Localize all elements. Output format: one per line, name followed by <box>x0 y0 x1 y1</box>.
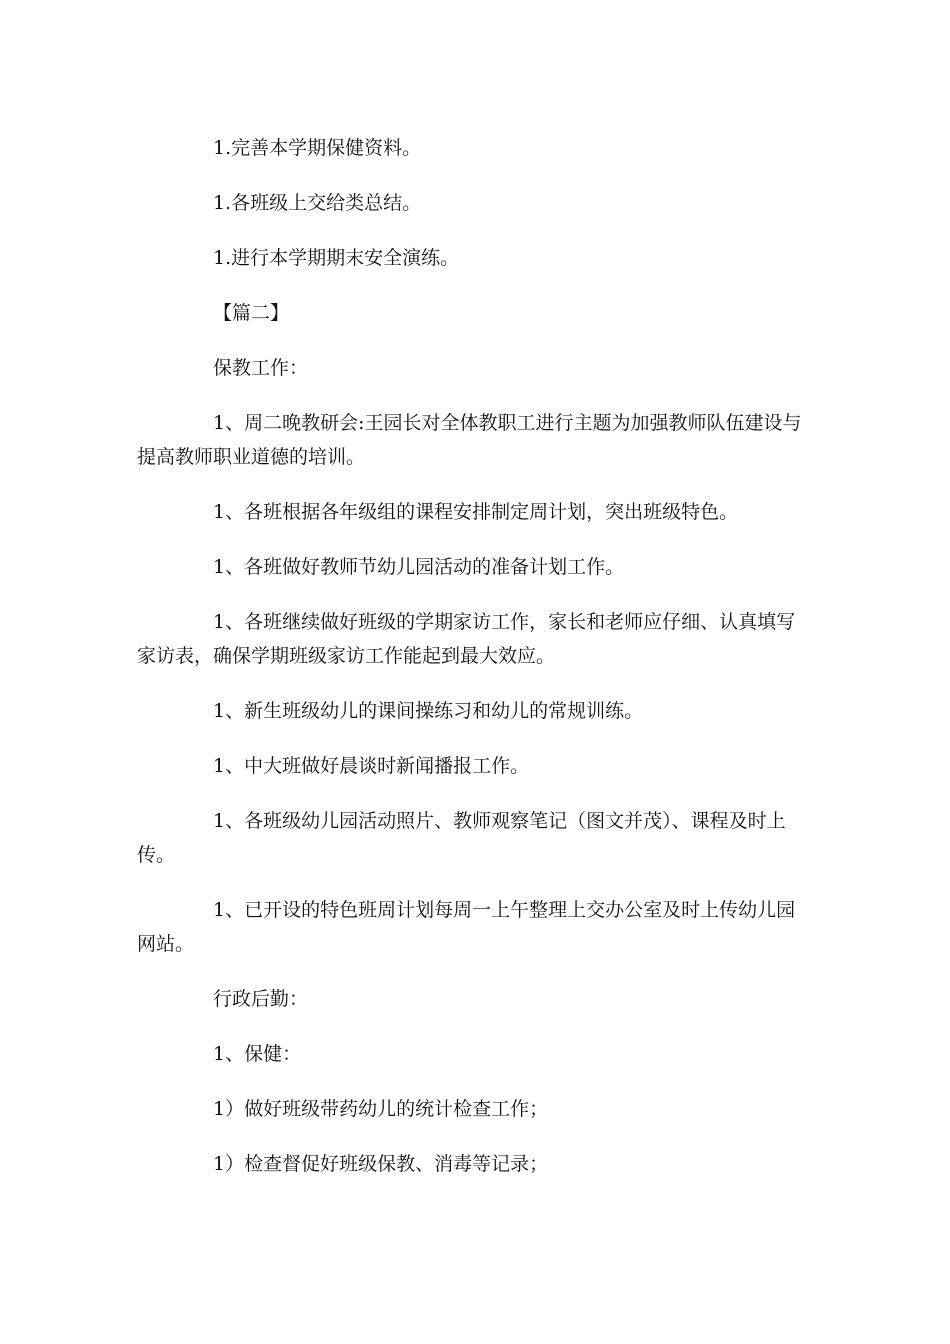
paragraph: 1.完善本学期保健资料。 <box>213 137 422 159</box>
paragraph: 1）检查督促好班级保教、消毒等记录； <box>213 1153 549 1175</box>
paragraph: 1、各班根据各年级组的课程安排制定周计划，突出班级特色。 <box>213 501 739 523</box>
paragraph: 1.各班级上交给类总结。 <box>213 192 422 214</box>
subsection-heading: 行政后勤： <box>213 988 309 1010</box>
paragraph: 1、各班做好教师节幼儿园活动的准备计划工作。 <box>213 556 625 578</box>
paragraph: 1）做好班级带药幼儿的统计检查工作； <box>213 1098 549 1120</box>
paragraph: 1、周二晚教研会:王园长对全体教职工进行主题为加强教师队伍建设与提高教师职业道德的培训。 <box>137 412 802 468</box>
paragraph: 1、中大班做好晨谈时新闻播报工作。 <box>213 755 530 777</box>
paragraph: 1、已开设的特色班周计划每周一上午整理上交办公室及时上传幼儿园网站。 <box>137 899 796 955</box>
paragraph: 1.进行本学期期末安全演练。 <box>213 247 460 269</box>
paragraph: 1、各班继续做好班级的学期家访工作，家长和老师应仔细、认真填写家访表，确保学期班级家访工作能起到最大效应。 <box>137 611 796 667</box>
subsection-heading: 保教工作： <box>213 357 309 379</box>
paragraph: 1、各班级幼儿园活动照片、教师观察笔记（图文并茂）、课程及时上传。 <box>137 810 786 866</box>
section-heading: 【篇二】 <box>213 302 290 324</box>
paragraph: 1、新生班级幼儿的课间操练习和幼儿的常规训练。 <box>213 700 644 722</box>
paragraph: 1、保健： <box>213 1043 302 1065</box>
